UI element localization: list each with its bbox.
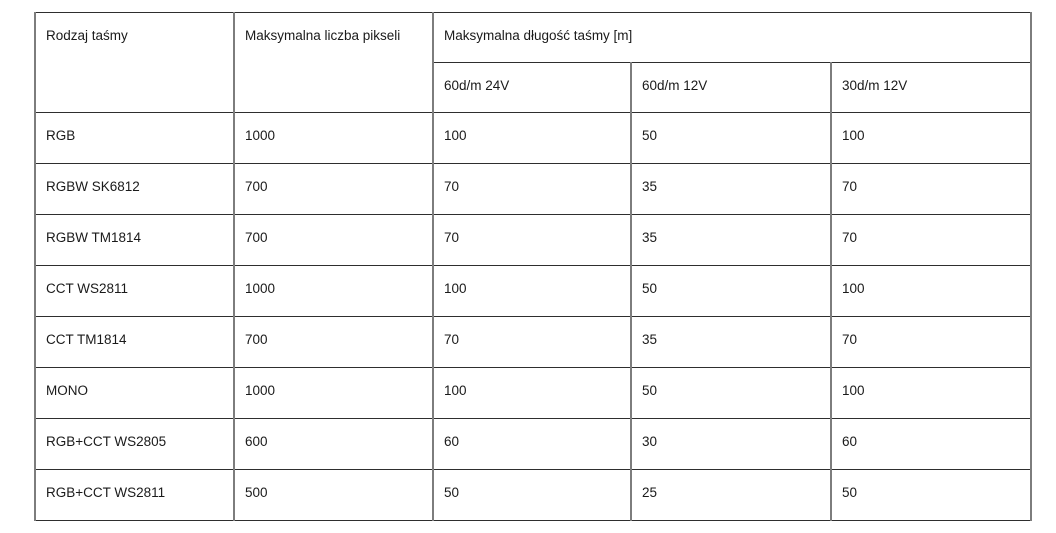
table-row: [35, 113, 1031, 164]
header-30dm-12v: 30d/m 12V: [831, 63, 1031, 113]
led-strip-limits-table: [34, 12, 1032, 521]
length-60dm-12v-cell: 30: [631, 419, 831, 470]
length-60dm-24v-cell: 70: [433, 164, 631, 215]
length-60dm-12v-cell: 50: [631, 368, 831, 419]
header-strip-type: Rodzaj taśmy: [35, 13, 234, 113]
max-pixels-cell: 700: [234, 215, 433, 266]
length-60dm-12v-cell: 35: [631, 215, 831, 266]
header-60dm-12v: 60d/m 12V: [631, 63, 831, 113]
length-60dm-24v-cell: 60: [433, 419, 631, 470]
header-60dm-24v: 60d/m 24V: [433, 63, 631, 113]
max-pixels-cell: 1000: [234, 113, 433, 164]
table-row: [35, 317, 1031, 368]
length-30dm-12v-cell: 70: [831, 215, 1031, 266]
max-pixels-cell: 1000: [234, 368, 433, 419]
length-60dm-12v-cell: 35: [631, 317, 831, 368]
strip-type-cell: CCT WS2811: [35, 266, 234, 317]
strip-type-cell: CCT TM1814: [35, 317, 234, 368]
strip-type-cell: RGBW SK6812: [35, 164, 234, 215]
length-60dm-24v-cell: 70: [433, 215, 631, 266]
header-max-length-group: Maksymalna długość taśmy [m]: [433, 13, 1031, 63]
length-60dm-12v-cell: 25: [631, 470, 831, 521]
length-60dm-12v-cell: 50: [631, 113, 831, 164]
table-row: [35, 368, 1031, 419]
length-60dm-24v-cell: 100: [433, 266, 631, 317]
max-pixels-cell: 700: [234, 317, 433, 368]
table-row: [35, 215, 1031, 266]
table-row: [35, 470, 1031, 521]
length-30dm-12v-cell: 100: [831, 266, 1031, 317]
table-row: [35, 419, 1031, 470]
length-60dm-24v-cell: 70: [433, 317, 631, 368]
length-60dm-12v-cell: 50: [631, 266, 831, 317]
length-30dm-12v-cell: 100: [831, 368, 1031, 419]
length-30dm-12v-cell: 50: [831, 470, 1031, 521]
length-30dm-12v-cell: 100: [831, 113, 1031, 164]
max-pixels-cell: 600: [234, 419, 433, 470]
max-pixels-cell: 700: [234, 164, 433, 215]
header-row-group: [35, 13, 1031, 63]
length-60dm-24v-cell: 100: [433, 368, 631, 419]
max-pixels-cell: 500: [234, 470, 433, 521]
strip-type-cell: MONO: [35, 368, 234, 419]
length-30dm-12v-cell: 70: [831, 317, 1031, 368]
length-60dm-24v-cell: 100: [433, 113, 631, 164]
length-60dm-12v-cell: 35: [631, 164, 831, 215]
max-pixels-cell: 1000: [234, 266, 433, 317]
length-60dm-24v-cell: 50: [433, 470, 631, 521]
strip-type-cell: RGB: [35, 113, 234, 164]
length-30dm-12v-cell: 70: [831, 164, 1031, 215]
table-row: [35, 266, 1031, 317]
strip-type-cell: RGBW TM1814: [35, 215, 234, 266]
length-30dm-12v-cell: 60: [831, 419, 1031, 470]
strip-type-cell: RGB+CCT WS2805: [35, 419, 234, 470]
header-max-pixels: Maksymalna liczba pikseli: [234, 13, 433, 113]
table-row: [35, 164, 1031, 215]
strip-type-cell: RGB+CCT WS2811: [35, 470, 234, 521]
